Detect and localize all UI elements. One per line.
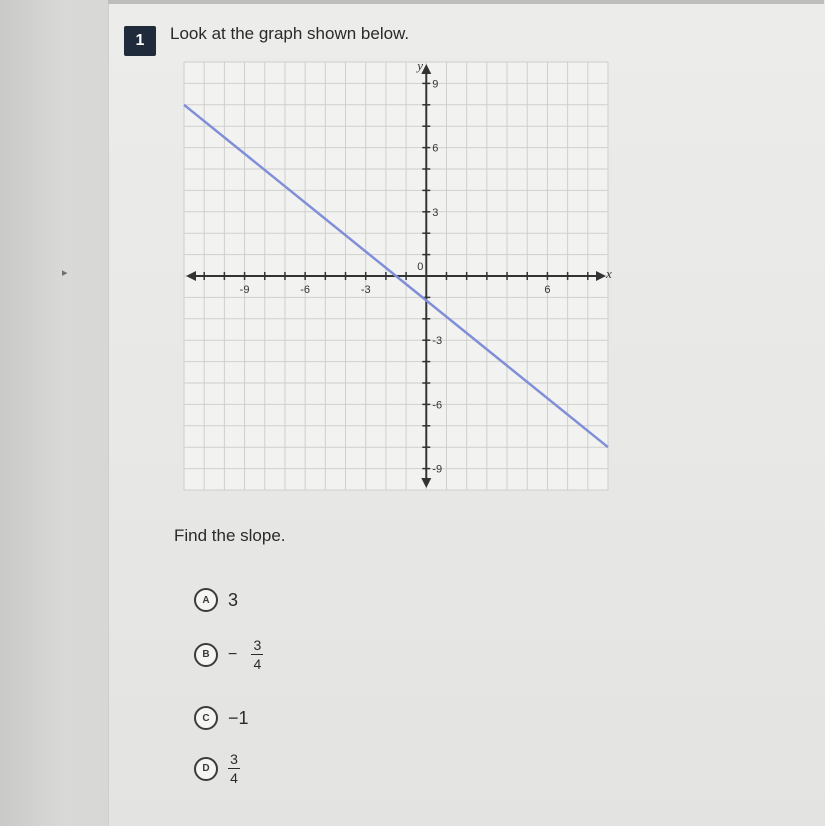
y-tick-label: -9 bbox=[432, 463, 443, 476]
x-tick-label: -6 bbox=[300, 284, 311, 296]
x-axis-label: x bbox=[606, 266, 612, 281]
origin-label: 0 bbox=[417, 261, 424, 273]
left-panel bbox=[0, 0, 108, 826]
choice-a-bubble[interactable]: A bbox=[194, 588, 218, 612]
choice-c[interactable] bbox=[194, 706, 249, 730]
x-tick-label: -9 bbox=[239, 284, 250, 296]
choice-d-denominator: 4 bbox=[230, 770, 238, 786]
fraction-bar bbox=[228, 768, 240, 769]
choice-d-fraction bbox=[228, 752, 240, 785]
fraction-bar bbox=[251, 654, 263, 655]
x-tick-label: 6 bbox=[544, 284, 551, 296]
y-tick-label: -6 bbox=[432, 399, 443, 412]
choice-b-fraction bbox=[251, 638, 263, 671]
choice-c-bubble[interactable]: C bbox=[194, 706, 218, 730]
y-tick-label: 6 bbox=[432, 142, 439, 155]
choice-d-numerator: 3 bbox=[230, 751, 238, 767]
collapse-arrow-icon[interactable]: ▸ bbox=[62, 267, 68, 279]
choice-a-text: 3 bbox=[228, 589, 239, 610]
coordinate-graph bbox=[184, 58, 612, 490]
choice-c-text: −1 bbox=[228, 707, 249, 728]
question-number-badge: 1 bbox=[124, 26, 156, 56]
choice-b-sign: − bbox=[228, 645, 238, 663]
question-prompt: Look at the graph shown below. bbox=[170, 24, 410, 43]
question-ask: Find the slope. bbox=[174, 526, 286, 545]
choice-b-bubble[interactable]: B bbox=[194, 643, 218, 667]
y-axis-label: y bbox=[417, 58, 424, 73]
choice-b-denominator: 4 bbox=[253, 656, 262, 672]
choice-d-bubble[interactable]: D bbox=[194, 757, 218, 781]
y-tick-label: 9 bbox=[432, 78, 439, 91]
choice-a[interactable] bbox=[194, 588, 238, 612]
y-tick-label: 3 bbox=[432, 206, 439, 219]
choice-b[interactable] bbox=[194, 638, 263, 671]
choice-d[interactable] bbox=[194, 752, 240, 785]
top-divider bbox=[108, 0, 824, 4]
choice-b-numerator: 3 bbox=[253, 637, 262, 653]
y-tick-label: -3 bbox=[432, 335, 443, 348]
x-tick-label: -3 bbox=[360, 284, 371, 296]
